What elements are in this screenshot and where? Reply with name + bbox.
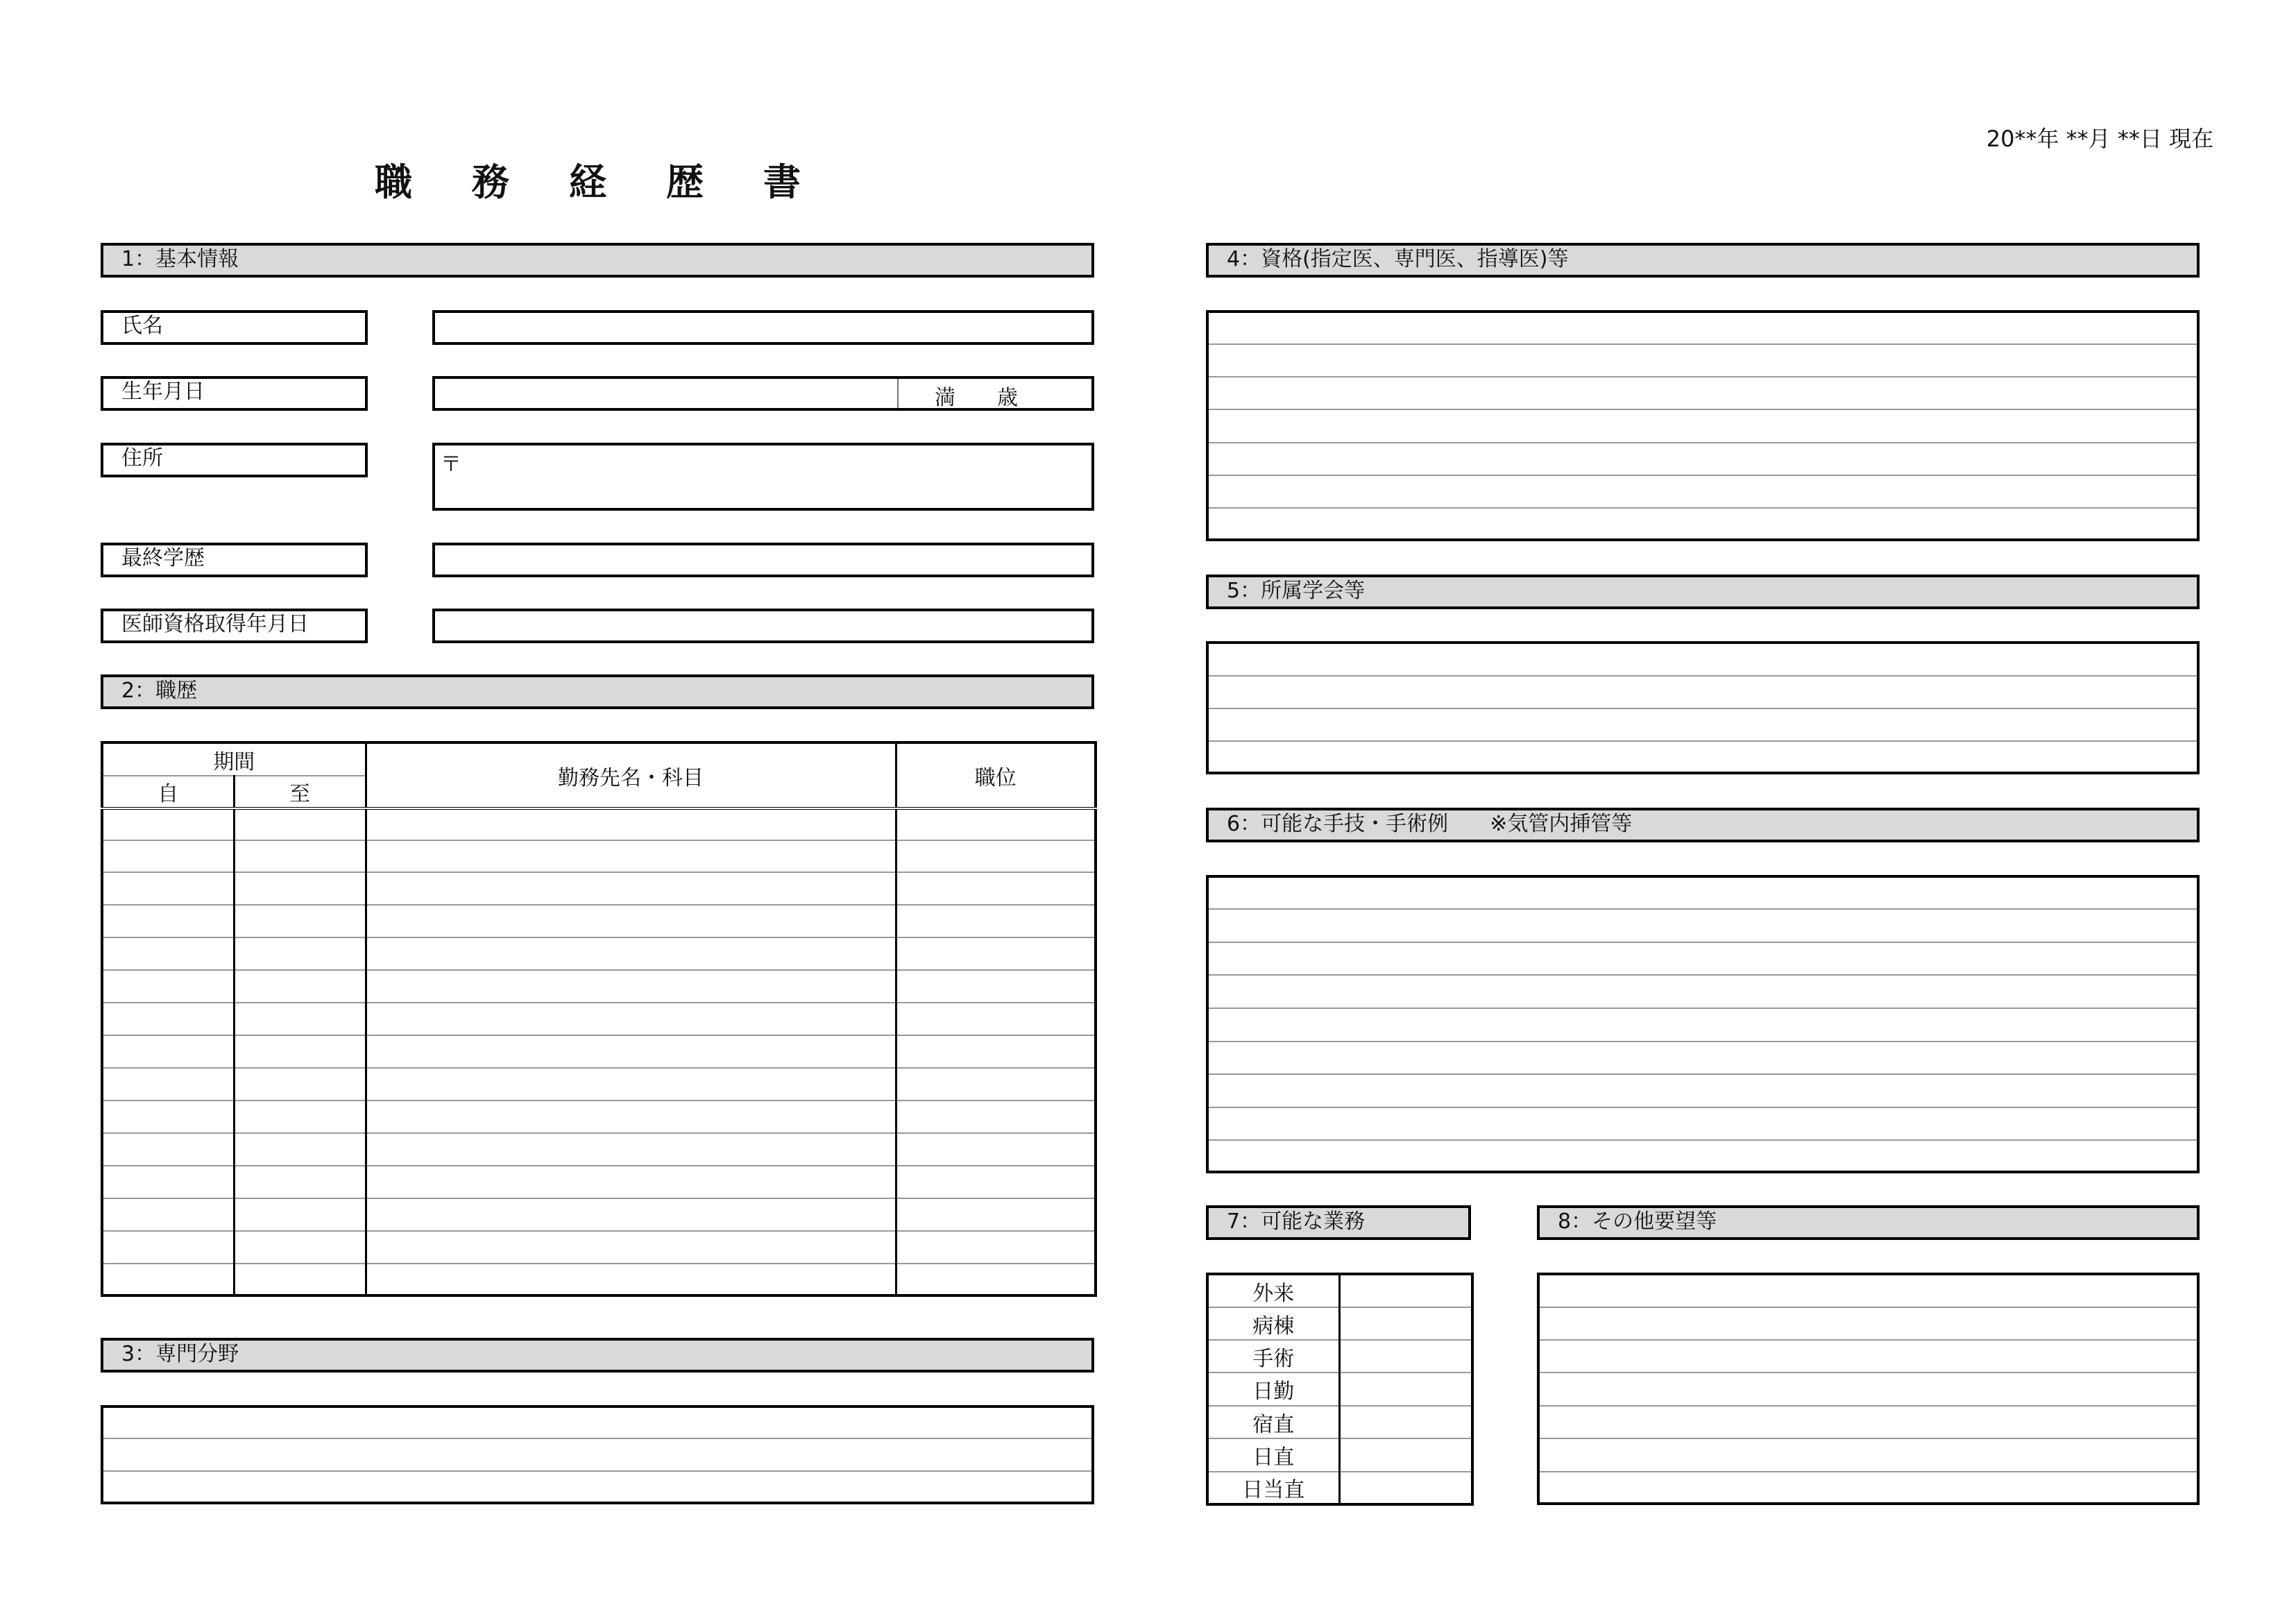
qualifications-table (1206, 310, 2200, 541)
duty-row (1207, 1307, 1472, 1340)
table-row (1207, 1107, 2198, 1140)
table-row (102, 808, 1096, 840)
name-label: 氏名 (101, 310, 368, 345)
birthdate-label: 生年月日 (101, 376, 368, 411)
cell[interactable] (1538, 1472, 2198, 1504)
cell[interactable] (102, 1198, 234, 1231)
cell[interactable] (366, 1101, 896, 1133)
cell[interactable] (102, 1133, 234, 1166)
duty-label: 日当直 (1207, 1472, 1339, 1504)
cell[interactable] (1207, 975, 2198, 1008)
cell[interactable] (102, 808, 234, 840)
table-row (1207, 942, 2198, 975)
section-2-header: 2：職歴 (101, 674, 1094, 709)
position-header: 職位 (896, 742, 1096, 808)
cell[interactable] (102, 1068, 234, 1101)
cell[interactable] (102, 905, 234, 937)
cell[interactable] (102, 840, 234, 872)
career-table (101, 741, 1097, 1297)
cell[interactable] (366, 840, 896, 872)
duty-value[interactable] (1339, 1274, 1472, 1307)
cell[interactable] (896, 1264, 1096, 1295)
table-row (102, 1471, 1093, 1503)
cell[interactable] (896, 808, 1096, 840)
section-5-header: 5：所属学会等 (1206, 575, 2200, 609)
page-title (375, 153, 860, 206)
table-row (1207, 1042, 2198, 1074)
cell[interactable] (234, 1003, 366, 1035)
requests-table (1537, 1273, 2200, 1505)
duty-value[interactable] (1339, 1340, 1472, 1373)
table-row (1538, 1438, 2198, 1472)
cell[interactable] (102, 1166, 234, 1198)
table-row (1207, 344, 2198, 377)
duty-label: 日直 (1207, 1438, 1339, 1472)
cell[interactable] (1538, 1406, 2198, 1438)
cell[interactable] (1538, 1340, 2198, 1373)
cell[interactable] (896, 840, 1096, 872)
duty-label: 宿直 (1207, 1406, 1339, 1438)
address-field[interactable] (432, 443, 1094, 511)
cell[interactable] (102, 1471, 1093, 1503)
cell[interactable] (366, 1133, 896, 1166)
table-row (102, 905, 1096, 937)
table-row (102, 872, 1096, 905)
section-6-header: 6：可能な手技・手術例 ※気管内挿管等 (1206, 808, 2200, 842)
cell[interactable] (102, 1035, 234, 1068)
cell[interactable] (1207, 909, 2198, 942)
table-row (102, 1035, 1096, 1068)
license-date-label: 医師資格取得年月日 (101, 609, 368, 643)
education-field[interactable] (432, 543, 1094, 577)
table-row (1538, 1373, 2198, 1406)
cell[interactable] (234, 905, 366, 937)
cell[interactable] (234, 808, 366, 840)
period-header: 期間 (102, 742, 366, 776)
duty-label: 病棟 (1207, 1307, 1339, 1340)
cell[interactable] (366, 1003, 896, 1035)
cell[interactable] (102, 1101, 234, 1133)
duties-table (1206, 1273, 1474, 1506)
duty-row (1207, 1274, 1472, 1307)
cell[interactable] (1207, 1140, 2198, 1172)
cell[interactable] (1538, 1274, 2198, 1307)
cell[interactable] (102, 872, 234, 905)
cell[interactable] (102, 1264, 234, 1295)
table-row (102, 1068, 1096, 1101)
section-3-header: 3：専門分野 (101, 1338, 1094, 1373)
duty-value[interactable] (1339, 1472, 1472, 1504)
table-row (102, 1166, 1096, 1198)
cell[interactable] (366, 905, 896, 937)
cell[interactable] (366, 937, 896, 970)
cell[interactable] (102, 1231, 234, 1264)
section-7-header: 7：可能な業務 (1206, 1205, 1471, 1240)
cell[interactable] (1207, 475, 2198, 508)
postal-mark: 〒 (441, 452, 461, 477)
table-row (1207, 312, 2198, 344)
table-row (1207, 475, 2198, 508)
cell[interactable] (896, 872, 1096, 905)
duty-row (1207, 1340, 1472, 1373)
duty-value[interactable] (1339, 1307, 1472, 1340)
cell[interactable] (1207, 676, 2198, 708)
title-char: 歴 (666, 160, 704, 204)
cell[interactable] (1207, 377, 2198, 409)
date-line: 20**年 **月 **日 現在 (1986, 126, 2213, 152)
cell[interactable] (234, 937, 366, 970)
cell[interactable] (366, 1035, 896, 1068)
cell[interactable] (366, 1264, 896, 1295)
cell[interactable] (234, 840, 366, 872)
cell[interactable] (1207, 741, 2198, 773)
cell[interactable] (366, 872, 896, 905)
cell[interactable] (234, 872, 366, 905)
table-row (1207, 708, 2198, 741)
cell[interactable] (1207, 1107, 2198, 1140)
cell[interactable] (234, 1166, 366, 1198)
table-row (102, 937, 1096, 970)
table-row (102, 1231, 1096, 1264)
table-row (1207, 909, 2198, 942)
age-label: 満 歳 (935, 386, 1018, 410)
societies-table (1206, 641, 2200, 774)
cell[interactable] (234, 1068, 366, 1101)
table-row (102, 970, 1096, 1003)
license-date-field[interactable] (432, 609, 1094, 643)
table-row (1207, 975, 2198, 1008)
cell[interactable] (234, 1264, 366, 1295)
cell[interactable] (1207, 876, 2198, 909)
workplace-header: 勤務先名・科目 (366, 742, 896, 808)
duty-label: 外来 (1207, 1274, 1339, 1307)
cell[interactable] (366, 1068, 896, 1101)
table-row (1207, 1008, 2198, 1042)
duty-row (1207, 1438, 1472, 1472)
table-row (102, 1198, 1096, 1231)
procedures-table (1206, 875, 2200, 1173)
cell[interactable] (234, 1133, 366, 1166)
cell[interactable] (1207, 708, 2198, 741)
table-row (102, 840, 1096, 872)
cell[interactable] (366, 1198, 896, 1231)
cell[interactable] (1207, 508, 2198, 540)
cell[interactable] (102, 1407, 1093, 1438)
table-row (1538, 1274, 2198, 1307)
cell[interactable] (102, 1438, 1093, 1471)
section-4-header: 4：資格(指定医、専門医、指導医)等 (1206, 243, 2200, 278)
name-field[interactable] (432, 310, 1094, 345)
table-row (1207, 1140, 2198, 1172)
table-row (1207, 508, 2198, 540)
table-row (1538, 1307, 2198, 1340)
to-header: 至 (234, 776, 366, 808)
cell[interactable] (896, 970, 1096, 1003)
duty-row (1207, 1472, 1472, 1504)
cell[interactable] (1538, 1307, 2198, 1340)
table-row (1207, 741, 2198, 773)
table-row (1538, 1406, 2198, 1438)
duty-label: 日勤 (1207, 1373, 1339, 1406)
duty-value[interactable] (1339, 1438, 1472, 1472)
table-row (102, 1407, 1093, 1438)
duty-value[interactable] (1339, 1406, 1472, 1438)
duty-value[interactable] (1339, 1373, 1472, 1406)
cell[interactable] (102, 1003, 234, 1035)
cell[interactable] (1207, 443, 2198, 475)
address-label: 住所 (101, 443, 368, 477)
title-char: 務 (472, 160, 509, 204)
table-row (1538, 1340, 2198, 1373)
cell[interactable] (234, 970, 366, 1003)
cell[interactable] (1207, 344, 2198, 377)
section-8-header: 8：その他要望等 (1537, 1205, 2200, 1240)
cell[interactable] (896, 1166, 1096, 1198)
cell[interactable] (1207, 1074, 2198, 1107)
education-label: 最終学歴 (101, 543, 368, 577)
cell[interactable] (366, 808, 896, 840)
from-header: 自 (102, 776, 234, 808)
table-row (102, 1003, 1096, 1035)
cell[interactable] (234, 1101, 366, 1133)
cell[interactable] (366, 970, 896, 1003)
cell[interactable] (896, 1198, 1096, 1231)
cell[interactable] (1207, 942, 2198, 975)
cell[interactable] (102, 937, 234, 970)
cell[interactable] (896, 1035, 1096, 1068)
cell[interactable] (896, 937, 1096, 970)
table-row (1207, 1074, 2198, 1107)
cell[interactable] (1207, 409, 2198, 443)
cell[interactable] (1207, 312, 2198, 344)
cell[interactable] (896, 1231, 1096, 1264)
table-row (1207, 443, 2198, 475)
table-row (1207, 643, 2198, 676)
cell[interactable] (234, 1231, 366, 1264)
duty-row (1207, 1406, 1472, 1438)
duty-row (1207, 1373, 1472, 1406)
cell[interactable] (102, 970, 234, 1003)
cell[interactable] (234, 1035, 366, 1068)
section-1-header: 1：基本情報 (101, 243, 1094, 278)
cell[interactable] (366, 1231, 896, 1264)
table-row (1207, 409, 2198, 443)
table-row (1207, 676, 2198, 708)
cell[interactable] (1207, 643, 2198, 676)
table-row (1207, 876, 2198, 909)
cell[interactable] (896, 1133, 1096, 1166)
table-row (102, 1133, 1096, 1166)
duty-label: 手術 (1207, 1340, 1339, 1373)
table-row (1207, 377, 2198, 409)
cell[interactable] (896, 1101, 1096, 1133)
specialty-table (101, 1405, 1094, 1504)
title-char: 書 (763, 160, 801, 204)
table-row (102, 1101, 1096, 1133)
cell[interactable] (1207, 1008, 2198, 1042)
birthdate-field[interactable] (432, 376, 1094, 411)
title-char: 経 (569, 160, 606, 204)
cell[interactable] (366, 1166, 896, 1198)
cell[interactable] (896, 1068, 1096, 1101)
cell[interactable] (1538, 1438, 2198, 1472)
cell[interactable] (234, 1198, 366, 1231)
title-char: 職 (375, 160, 412, 204)
cell[interactable] (896, 1003, 1096, 1035)
cell[interactable] (896, 905, 1096, 937)
table-row (1538, 1472, 2198, 1504)
cell[interactable] (1207, 1042, 2198, 1074)
table-row (102, 1438, 1093, 1471)
table-row (102, 1264, 1096, 1295)
cell[interactable] (1538, 1373, 2198, 1406)
